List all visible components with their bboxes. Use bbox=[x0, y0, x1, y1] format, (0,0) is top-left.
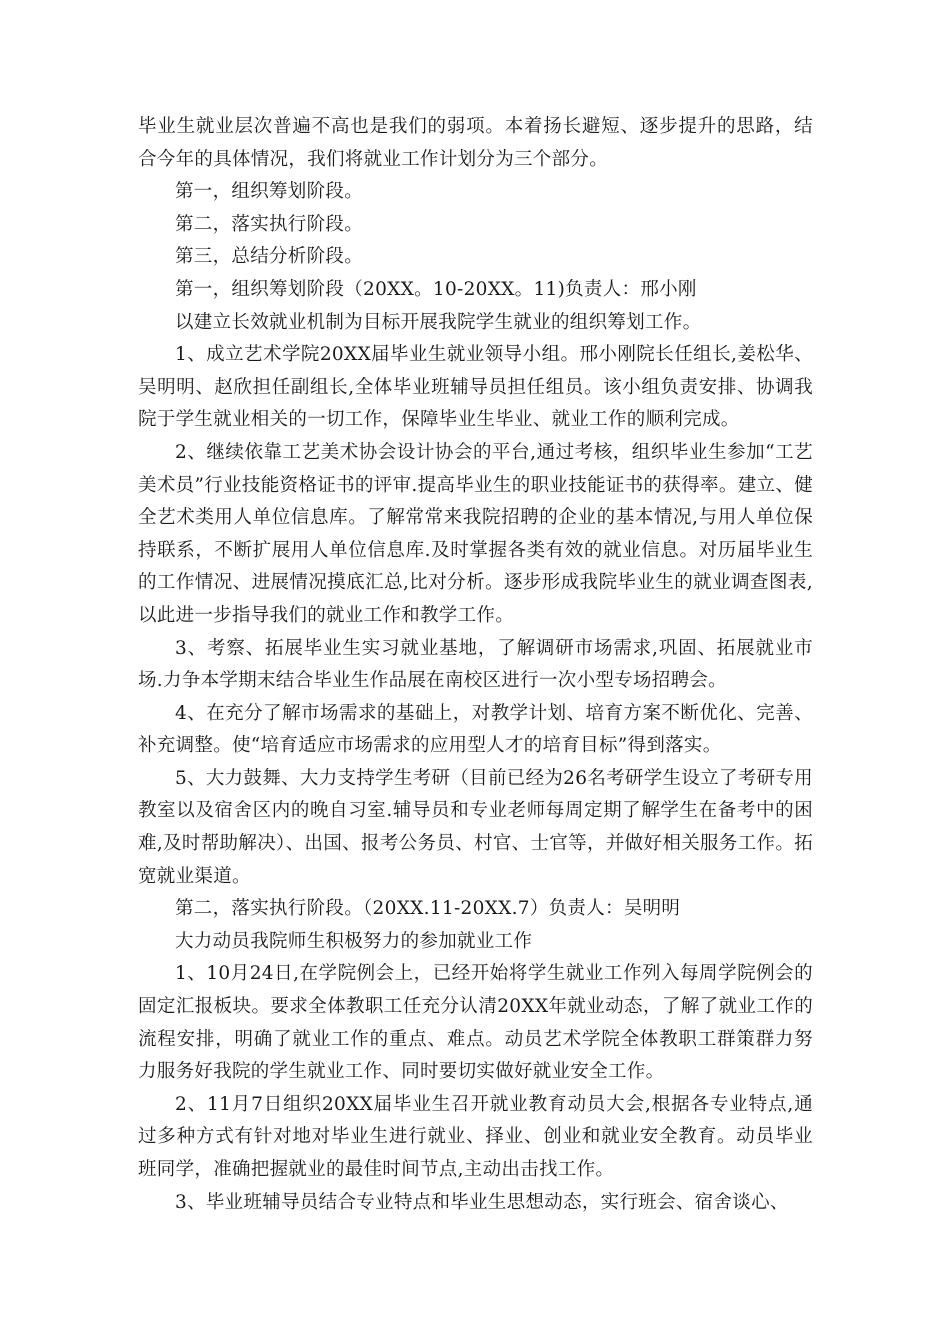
paragraph-item-1: 1、成立艺术学院20XX届毕业生就业领导小组。邢小刚院长任组长,姜松华、吴明明、赵欣担任副组长,全体毕业班辅导员担任组员。该小组负责安排、协调我院于学生就业相关的一切工作，保障毕业生毕业、就业工作的顺利完成。 bbox=[138, 344, 813, 431]
paragraph-intro: 毕业生就业层次普遍不高也是我们的弱项。本着扬长避短、逐步提升的思路，结合今年的具体情况，我们将就业工作计划分为三个部分。 bbox=[138, 116, 813, 170]
paragraph-stage-one-heading: 第一，组织筹划阶段。 bbox=[175, 181, 364, 203]
paragraph-item-3: 3、考察、拓展毕业生实习就业基地，了解调研市场需求,巩固、拓展就业市场.力争本学期末结合毕业生作品展在南校区进行一次小型专场招聘会。 bbox=[138, 637, 813, 692]
paragraph-stage-two-goal: 大力动员我院师生积极努力的参加就业工作 bbox=[175, 930, 533, 952]
paragraph-stage-two-detail: 第二，落实执行阶段。（20XX.11-20XX.7）负责人：吴明明 bbox=[175, 898, 681, 920]
paragraph-stage-two-item-3: 3、毕业班辅导员结合专业特点和毕业生思想动态，实行班会、宿舍谈心、 bbox=[175, 1191, 789, 1213]
paragraph-stage-two-heading: 第二，落实执行阶段。 bbox=[175, 213, 364, 235]
paragraph-item-4: 4、在充分了解市场需求的基础上，对教学计划、培育方案不断优化、完善、补充调整。使“培育适应市场需求的应用型人才的培育目标”得到落实。 bbox=[138, 702, 813, 757]
document-body bbox=[138, 111, 813, 1219]
paragraph-stage-two-item-2: 2、11月7日组织20XX届毕业生召开就业教育动员大会,根据各专业特点,通过多种方式有针对地对毕业生进行就业、择业、创业和就业安全教育。动员毕业班同学，准确把握就业的最佳时间节点,主动出击找工作。 bbox=[138, 1093, 813, 1180]
paragraph-stage-one-goal: 以建立长效就业机制为目标开展我院学生就业的组织筹划工作。 bbox=[175, 311, 702, 333]
paragraph-stage-three-heading: 第三，总结分析阶段。 bbox=[175, 246, 364, 268]
paragraph-item-5: 5、大力鼓舞、大力支持学生考研（目前已经为26名考研学生设立了考研专用教室以及宿舍区内的晚自习室.辅导员和专业老师每周定期了解学生在备考中的困难,及时帮助解决）、出国、报考公务员、村官、士官等，并做好相关服务工作。拓宽就业渠道。 bbox=[138, 767, 813, 887]
paragraph-stage-one-detail: 第一，组织筹划阶段（20XX。10-20XX。11)负责人：邢小刚 bbox=[175, 278, 697, 300]
paragraph-stage-two-item-1: 1、10月24日,在学院例会上，已经开始将学生就业工作列入每周学院例会的固定汇报板块。要求全体教职工任充分认清20XX年就业动态，了解了就业工作的流程安排，明确了就业工作的重点、难点。动员艺术学院全体教职工群策群力努力服务好我院的学生就业工作、同时要切实做好就业安全工作。 bbox=[138, 963, 813, 1083]
paragraph-item-2: 2、继续依靠工艺美术协会设计协会的平台,通过考核，组织毕业生参加“工艺美术员”行业技能资格证书的评审.提高毕业生的职业技能证书的获得率。建立、健全艺术类用人单位信息库。了解常常来我院招聘的企业的基本情况,与用人单位保持联系，不断扩展用人单位信息库.及时掌握各类有效的就业信息。对历届毕业生的工作情况、进展情况摸底汇总,比对分析。逐步形成我院毕业生的就业调查图表,以此进一步指导我们的就业工作和教学工作。 bbox=[138, 441, 813, 626]
